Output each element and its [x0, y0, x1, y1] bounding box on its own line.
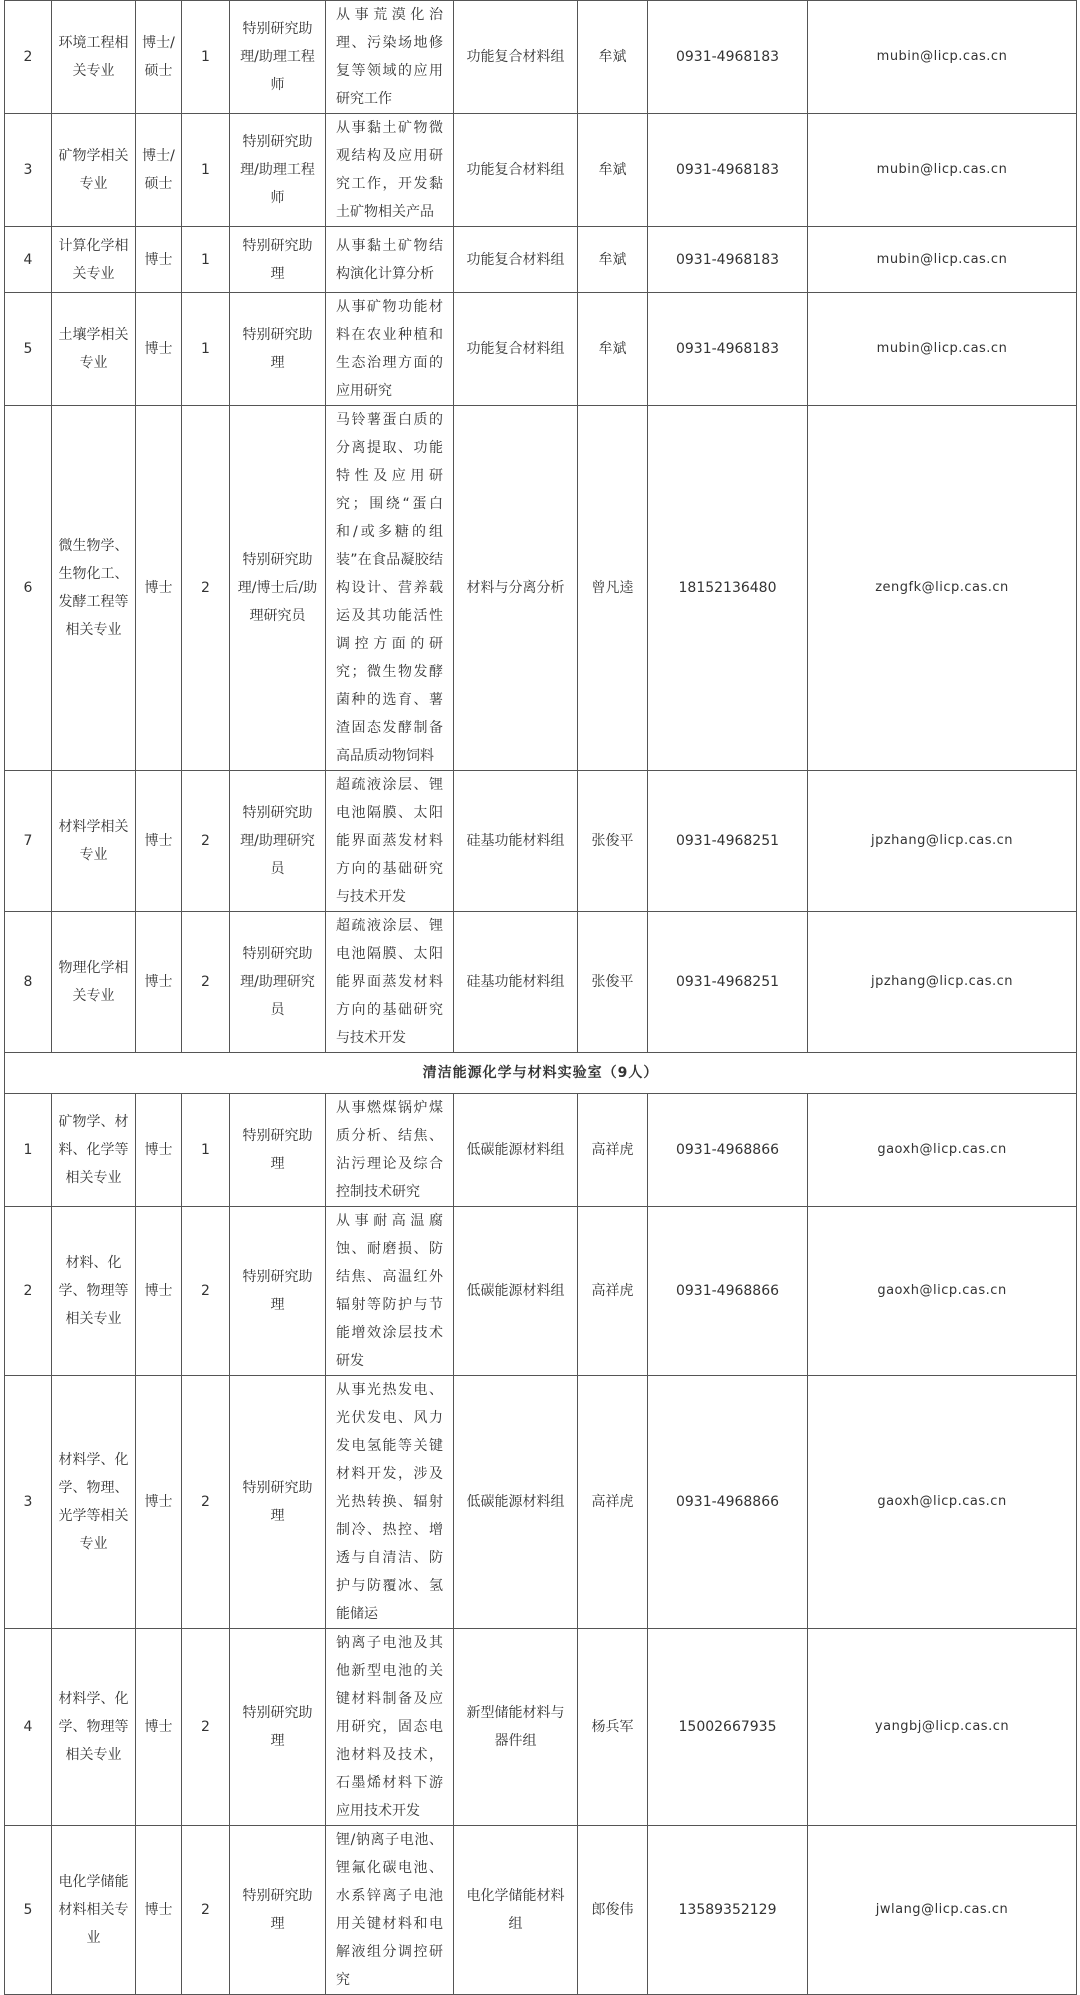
- phone-number: 0931-4968251: [648, 771, 808, 912]
- phone-number: 18152136480: [648, 406, 808, 771]
- email-address: jpzhang@licp.cas.cn: [808, 771, 1077, 912]
- degree: 博士: [136, 1376, 182, 1629]
- position: 特别研究助理: [230, 1376, 326, 1629]
- phone-number: 13589352129: [648, 1826, 808, 1995]
- research-group: 硅基功能材料组: [454, 771, 578, 912]
- position: 特别研究助理: [230, 1094, 326, 1207]
- position: 特别研究助理/助理工程师: [230, 114, 326, 227]
- degree: 博士/硕士: [136, 114, 182, 227]
- major: 材料学相关专业: [52, 771, 136, 912]
- phone-number: 0931-4968866: [648, 1376, 808, 1629]
- phone-number: 0931-4968251: [648, 912, 808, 1053]
- recruitment-table: [4, 0, 1077, 1995]
- contact-person: 张俊平: [578, 912, 648, 1053]
- row-number: 7: [5, 771, 52, 912]
- table-body-clean-energy-lab: [5, 1094, 1077, 1995]
- position: 特别研究助理: [230, 293, 326, 406]
- major: 矿物学、材料、化学等相关专业: [52, 1094, 136, 1207]
- row-number: 6: [5, 406, 52, 771]
- phone-number: 0931-4968183: [648, 293, 808, 406]
- research-group: 功能复合材料组: [454, 1, 578, 114]
- contact-person: 牟斌: [578, 114, 648, 227]
- headcount: 1: [182, 1094, 230, 1207]
- table-row: [5, 114, 1077, 227]
- contact-person: 郎俊伟: [578, 1826, 648, 1995]
- headcount: 2: [182, 1376, 230, 1629]
- duty-description: 从事光热发电、光伏发电、风力发电氢能等关键材料开发，涉及光热转换、辐射制冷、热控、增透与自清洁、防护与防覆冰、氢能储运: [326, 1376, 454, 1629]
- email-address: gaoxh@licp.cas.cn: [808, 1207, 1077, 1376]
- position: 特别研究助理/助理研究员: [230, 771, 326, 912]
- email-address: jwlang@licp.cas.cn: [808, 1826, 1077, 1995]
- row-number: 3: [5, 114, 52, 227]
- email-address: mubin@licp.cas.cn: [808, 1, 1077, 114]
- section-title: 清洁能源化学与材料实验室（9人）: [5, 1053, 1077, 1094]
- major: 矿物学相关专业: [52, 114, 136, 227]
- contact-person: 牟斌: [578, 227, 648, 293]
- phone-number: 0931-4968183: [648, 227, 808, 293]
- duty-description: 从事耐高温腐蚀、耐磨损、防结焦、高温红外辐射等防护与节能增效涂层技术研发: [326, 1207, 454, 1376]
- position: 特别研究助理/博士后/助理研究员: [230, 406, 326, 771]
- phone-number: 0931-4968183: [648, 114, 808, 227]
- table-row: [5, 1629, 1077, 1826]
- position: 特别研究助理/助理研究员: [230, 912, 326, 1053]
- major: 材料学、化学、物理、光学等相关专业: [52, 1376, 136, 1629]
- duty-description: 从事荒漠化治理、污染场地修复等领域的应用研究工作: [326, 1, 454, 114]
- major: 材料学、化学、物理等相关专业: [52, 1629, 136, 1826]
- contact-person: 牟斌: [578, 293, 648, 406]
- table-body-first-lab: [5, 1, 1077, 1053]
- degree: 博士: [136, 1826, 182, 1995]
- position: 特别研究助理: [230, 1826, 326, 1995]
- degree: 博士: [136, 1207, 182, 1376]
- table-row: [5, 293, 1077, 406]
- section-header: [5, 1053, 1077, 1094]
- row-number: 2: [5, 1, 52, 114]
- position: 特别研究助理: [230, 227, 326, 293]
- row-number: 1: [5, 1094, 52, 1207]
- duty-description: 从事燃煤锅炉煤质分析、结焦、沾污理论及综合控制技术研究: [326, 1094, 454, 1207]
- email-address: jpzhang@licp.cas.cn: [808, 912, 1077, 1053]
- duty-description: 超疏液涂层、锂电池隔膜、太阳能界面蒸发材料方向的基础研究与技术开发: [326, 771, 454, 912]
- headcount: 2: [182, 912, 230, 1053]
- degree: 博士: [136, 912, 182, 1053]
- headcount: 1: [182, 227, 230, 293]
- email-address: mubin@licp.cas.cn: [808, 293, 1077, 406]
- headcount: 1: [182, 114, 230, 227]
- phone-number: 0931-4968866: [648, 1094, 808, 1207]
- row-number: 8: [5, 912, 52, 1053]
- contact-person: 牟斌: [578, 1, 648, 114]
- contact-person: 曾凡逵: [578, 406, 648, 771]
- email-address: zengfk@licp.cas.cn: [808, 406, 1077, 771]
- contact-person: 张俊平: [578, 771, 648, 912]
- headcount: 2: [182, 1826, 230, 1995]
- row-number: 5: [5, 1826, 52, 1995]
- email-address: gaoxh@licp.cas.cn: [808, 1376, 1077, 1629]
- duty-description: 从事黏土矿物微观结构及应用研究工作，开发黏土矿物相关产品: [326, 114, 454, 227]
- headcount: 2: [182, 1629, 230, 1826]
- degree: 博士: [136, 1094, 182, 1207]
- contact-person: 杨兵军: [578, 1629, 648, 1826]
- duty-description: 钠离子电池及其他新型电池的关键材料制备及应用研究，固态电池材料及技术，石墨烯材料下游应用技术开发: [326, 1629, 454, 1826]
- table-row: [5, 406, 1077, 771]
- headcount: 2: [182, 771, 230, 912]
- contact-person: 高祥虎: [578, 1094, 648, 1207]
- table-row: [5, 1094, 1077, 1207]
- position: 特别研究助理: [230, 1629, 326, 1826]
- contact-person: 高祥虎: [578, 1207, 648, 1376]
- row-number: 3: [5, 1376, 52, 1629]
- row-number: 4: [5, 1629, 52, 1826]
- degree: 博士/硕士: [136, 1, 182, 114]
- headcount: 2: [182, 1207, 230, 1376]
- duty-description: 锂/钠离子电池、锂氟化碳电池、水系锌离子电池用关键材料和电解液组分调控研究: [326, 1826, 454, 1995]
- duty-description: 从事矿物功能材料在农业种植和生态治理方面的应用研究: [326, 293, 454, 406]
- table-row: [5, 227, 1077, 293]
- research-group: 硅基功能材料组: [454, 912, 578, 1053]
- email-address: gaoxh@licp.cas.cn: [808, 1094, 1077, 1207]
- row-number: 4: [5, 227, 52, 293]
- phone-number: 15002667935: [648, 1629, 808, 1826]
- research-group: 电化学储能材料组: [454, 1826, 578, 1995]
- headcount: 2: [182, 406, 230, 771]
- table-row: [5, 1, 1077, 114]
- research-group: 功能复合材料组: [454, 227, 578, 293]
- row-number: 5: [5, 293, 52, 406]
- position: 特别研究助理/助理工程师: [230, 1, 326, 114]
- phone-number: 0931-4968183: [648, 1, 808, 114]
- research-group: 低碳能源材料组: [454, 1207, 578, 1376]
- research-group: 低碳能源材料组: [454, 1094, 578, 1207]
- degree: 博士: [136, 771, 182, 912]
- email-address: mubin@licp.cas.cn: [808, 114, 1077, 227]
- table-row: [5, 912, 1077, 1053]
- table-row: [5, 1376, 1077, 1629]
- table-row: [5, 1826, 1077, 1995]
- table-row: [5, 771, 1077, 912]
- major: 微生物学、生物化工、发酵工程等相关专业: [52, 406, 136, 771]
- phone-number: 0931-4968866: [648, 1207, 808, 1376]
- major: 环境工程相关专业: [52, 1, 136, 114]
- section-row: [5, 1053, 1077, 1094]
- email-address: mubin@licp.cas.cn: [808, 227, 1077, 293]
- research-group: 低碳能源材料组: [454, 1376, 578, 1629]
- research-group: 材料与分离分析: [454, 406, 578, 771]
- duty-description: 超疏液涂层、锂电池隔膜、太阳能界面蒸发材料方向的基础研究与技术开发: [326, 912, 454, 1053]
- headcount: 1: [182, 293, 230, 406]
- contact-person: 高祥虎: [578, 1376, 648, 1629]
- degree: 博士: [136, 406, 182, 771]
- degree: 博士: [136, 227, 182, 293]
- table-row: [5, 1207, 1077, 1376]
- research-group: 功能复合材料组: [454, 114, 578, 227]
- duty-description: 从事黏土矿物结构演化计算分析: [326, 227, 454, 293]
- major: 材料、化学、物理等相关专业: [52, 1207, 136, 1376]
- research-group: 功能复合材料组: [454, 293, 578, 406]
- degree: 博士: [136, 1629, 182, 1826]
- degree: 博士: [136, 293, 182, 406]
- email-address: yangbj@licp.cas.cn: [808, 1629, 1077, 1826]
- headcount: 1: [182, 1, 230, 114]
- major: 电化学储能材料相关专业: [52, 1826, 136, 1995]
- major: 物理化学相关专业: [52, 912, 136, 1053]
- row-number: 2: [5, 1207, 52, 1376]
- duty-description: 马铃薯蛋白质的分离提取、功能特性及应用研究；围绕“蛋白和/或多糖的组装”在食品凝胶结构设计、营养载运及其功能活性调控方面的研究；微生物发酵菌种的选育、薯渣固态发酵制备高品质动物饲料: [326, 406, 454, 771]
- position: 特别研究助理: [230, 1207, 326, 1376]
- major: 土壤学相关专业: [52, 293, 136, 406]
- major: 计算化学相关专业: [52, 227, 136, 293]
- research-group: 新型储能材料与器件组: [454, 1629, 578, 1826]
